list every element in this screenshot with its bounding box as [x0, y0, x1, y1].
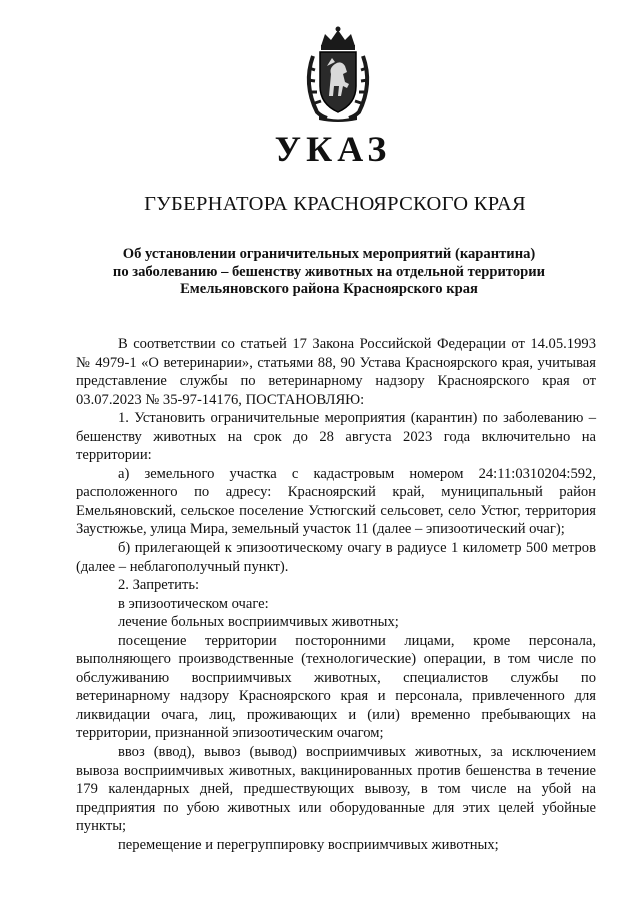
- body-paragraph: в эпизоотическом очаге:: [118, 595, 269, 612]
- subject-line-3: Емельяновского района Красноярского края: [180, 281, 478, 297]
- body-paragraph: б) прилегающей к эпизоотическому очагу в радиусе 1 километр 500 метров (далее – неблагополучный пункт).: [76, 540, 596, 575]
- body-paragraph: лечение больных восприимчивых животных;: [118, 614, 399, 631]
- body-paragraph: 1. Установить ограничительные мероприятия (карантин) по заболеванию – бешенству животных на срок до 28 августа 2023 года включительно на территории:: [76, 410, 596, 464]
- subject-line-2: по заболеванию – бешенству животных на отдельной территории: [112, 263, 546, 280]
- issuer-title: ГУБЕРНАТОРА КРАСНОЯРСКОГО КРАЯ: [144, 193, 526, 215]
- body-paragraph: 2. Запретить:: [118, 577, 200, 594]
- decree-subject-heading: [0, 246, 640, 299]
- body-paragraph: перемещение и перегруппировку восприимчивых животных;: [118, 836, 499, 853]
- subject-line-1: Об установлении ограничительных мероприятий (карантина): [122, 246, 536, 262]
- document-type-title: УКАЗ: [274, 129, 392, 169]
- body-paragraph: посещение территории посторонними лицами, кроме персонала, выполняющего производственные (технологические) операции, в том числе по обслуживанию восприимчивых животных, специалистов службы по ветеринарному надзору Красноярского края и персонала, привлеченного для ликвидации очага, лиц, проживающих и (или) временно пребывающих на территории, признанной эпизоотическим очагом;: [76, 632, 596, 742]
- coat-of-arms-emblem: [299, 24, 377, 124]
- body-paragraph: В соответствии со статьей 17 Закона Российской Федерации от 14.05.1993 № 4979-1 «О ветеринарии», статьями 88, 90 Устава Красноярского края, учитывая представление службы по ветеринарному надзору Красноярского края от 03.07.2023 № 35-97-14176, ПОСТАНОВЛЯЮ:: [76, 336, 596, 408]
- body-paragraph: а) земельного участка с кадастровым номером 24:11:0310204:592, расположенного по адресу: Красноярский край, муниципальный район Емельяновский, сельское поселение Устюгский сельсовет, село Устюг, территория Заустюжье, улица Мира, земельный участок 11 (далее – эпизоотический очаг);: [76, 465, 596, 538]
- body-paragraph: ввоз (ввод), вывоз (вывод) восприимчивых животных, за исключением вывоза восприимчивых животных, вакцинированных против бешенства в течение 179 календарных дней, предшествующих вывозу, в том числе на убой на предприятия по убою животных или оборудованные для этих целей убойные пункты;: [76, 744, 596, 835]
- decree-body: [76, 335, 596, 854]
